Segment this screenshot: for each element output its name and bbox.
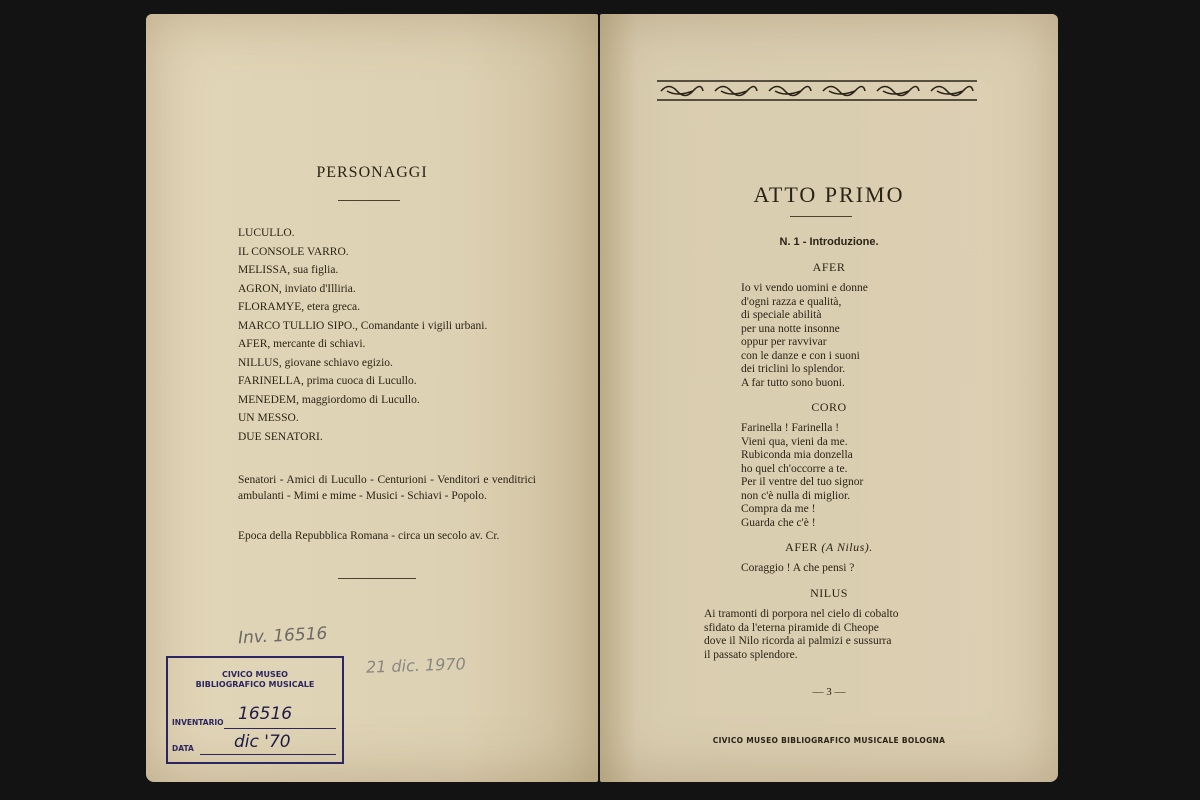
handwritten-inventory: Inv. 16516: [237, 623, 328, 649]
stamp-inventory-label: INVENTARIO: [172, 718, 224, 727]
epoch-note: Epoca della Repubblica Romana - circa un secolo av. Cr.: [238, 530, 500, 542]
cast-item: NILLUS, giovane schiavo egizio.: [238, 356, 393, 369]
verse-line: non c'è nulla di miglior.: [741, 489, 851, 502]
stamp-inventory-line: [224, 728, 336, 729]
verse-line: oppur per ravvivar: [741, 336, 827, 348]
number-heading: N. 1 - Introduzione.: [779, 236, 879, 248]
stamp-line2: BIBLIOGRAFICO MUSICALE: [195, 680, 315, 689]
verse-line: Farinella ! Farinella !: [741, 422, 840, 434]
speaker-nilus: NILUS: [810, 586, 848, 600]
speaker-coro: CORO: [811, 400, 847, 414]
nilus-verse: [704, 608, 899, 662]
afer-verse: [741, 282, 868, 390]
title-rule: [338, 200, 400, 201]
stamp-header: [168, 670, 342, 690]
stamp-date-line: [200, 754, 336, 755]
stamp-date-label: DATA: [172, 744, 194, 753]
museum-footer: CIVICO MUSEO BIBLIOGRAFICO MUSICALE BOLOGNA: [712, 736, 946, 745]
verse-line: dove il Nilo ricorda ai palmizi e sussurra: [704, 635, 892, 647]
verse-line: Rubiconda mia donzella: [741, 449, 853, 461]
verse-line: con le danze e con i suoni: [741, 349, 860, 362]
stamp-line1: CIVICO MUSEO: [222, 670, 288, 679]
page-number: — 3 —: [812, 686, 846, 698]
cast-item: AGRON, inviato d'Illiria.: [238, 282, 356, 295]
cast-item: LUCULLO.: [238, 227, 295, 239]
verse-line: per una notte insonne: [741, 322, 840, 335]
cast-item: MELISSA, sua figlia.: [238, 264, 339, 276]
verse-line: Compra da me !: [741, 503, 816, 515]
cast-item: MENEDEM, maggiordomo di Lucullo.: [238, 393, 420, 406]
verse-line: Guarda che c'è !: [741, 516, 816, 529]
verse-line: ho quel ch'occorre a te.: [741, 462, 848, 475]
verse-line: Vieni qua, vieni da me.: [741, 435, 848, 448]
speaker-afer: AFER: [812, 260, 846, 274]
verse-line: Per il ventre del tuo signor: [741, 476, 864, 488]
verse-line: dei triclini lo splendor.: [741, 363, 846, 375]
cast-item: AFER, mercante di schiavi.: [238, 338, 366, 350]
left-page: [146, 14, 598, 782]
stamp-date-value: dic '70: [234, 732, 291, 752]
verse-line: d'ogni razza e qualità,: [741, 295, 842, 308]
cast-item: UN MESSO.: [238, 412, 299, 424]
verse-line: il passato splendore.: [704, 648, 798, 661]
coro-verse: [741, 422, 863, 530]
end-rule: [338, 578, 416, 579]
verse-line: A far tutto sono buoni.: [741, 376, 845, 389]
verse-line: sfidato da l'eterna piramide di Cheope: [704, 621, 879, 634]
cast-item: DUE SENATORI.: [238, 430, 323, 443]
verse-line: di speciale abilità: [741, 309, 822, 321]
stage-direction: (A Nilus).: [821, 540, 873, 554]
verse-line: Io vi vendo uomini e donne: [741, 282, 868, 294]
handwritten-date: 21 dic. 1970: [365, 654, 467, 677]
stamp-inventory-value: 16516: [238, 704, 293, 724]
afer-2-verse: [741, 562, 854, 576]
cast-title: PERSONAGGI: [316, 164, 428, 181]
cast-list: [238, 224, 487, 446]
right-page: [600, 14, 1058, 782]
act-title: ATTO PRIMO: [753, 182, 905, 207]
chorus-note: Senatori - Amici di Lucullo - Centurioni - Venditori e venditrici ambulanti - Mimi e mime - Musici - Schiavi - Popolo.: [238, 474, 536, 502]
cast-item: MARCO TULLIO SIPO., Comandante i vigili urbani.: [238, 319, 488, 332]
cast-item: FLORAMYE, etera greca.: [238, 301, 360, 313]
cast-item: FARINELLA, prima cuoca di Lucullo.: [238, 375, 417, 387]
verse-line: Ai tramonti di porpora nel cielo di cobalto: [704, 608, 899, 620]
verse-line: Coraggio ! A che pensi ?: [741, 562, 855, 574]
library-stamp: [166, 656, 344, 764]
act-title-rule: [790, 216, 852, 217]
cast-item: IL CONSOLE VARRO.: [238, 245, 349, 258]
speaker-afer-2: [600, 540, 1058, 555]
ornament-band-icon: [657, 80, 977, 102]
speaker-afer-2-name: AFER: [785, 540, 818, 554]
